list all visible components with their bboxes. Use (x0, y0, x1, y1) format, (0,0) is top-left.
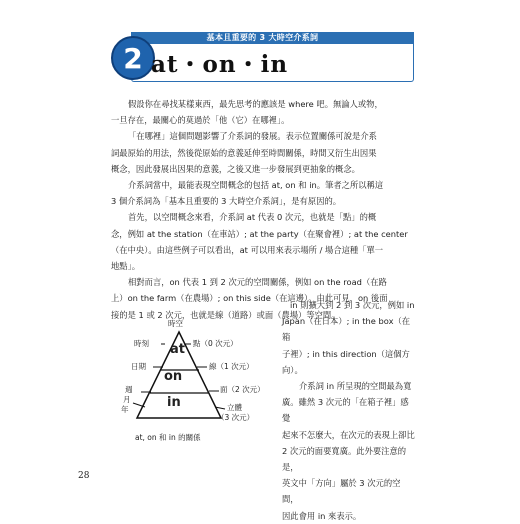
word-on: on (164, 369, 183, 384)
side-text (282, 297, 415, 524)
left-label: 月 (123, 395, 131, 404)
text-line: 詞最原始的用法，然後從原始的意義延伸至時間關係，時間又衍生出因果 (111, 147, 377, 158)
diagram-top-label: 時空 (168, 319, 183, 328)
text-line: Japan（在日本）; in the box（在箱 (282, 316, 411, 343)
paragraph-4 (111, 209, 415, 225)
text-line: 起來不怎麼大，在次元的表現上卻比 (282, 429, 415, 440)
text-line: 一旦存在，最關心的莫過於「他（它）在哪裡」。 (111, 115, 290, 126)
section-header (111, 32, 414, 87)
text-line: in 則擴大到 2 到 3 次元，例如 in (290, 300, 415, 310)
text-line: 概念，因此發展出因果的意義，之後又進一步發展到更抽象的概念。 (111, 163, 360, 174)
text-line: 地點」。 (111, 261, 141, 272)
left-label: 週 (125, 385, 133, 394)
paragraph-1 (111, 96, 415, 112)
page-number: 28 (78, 471, 90, 481)
right-label: 點（0 次元） (193, 339, 238, 348)
paragraph-5 (111, 274, 415, 290)
text-line: 介系詞 in 所呈現的空間最為寬 (299, 381, 412, 392)
at-on-in-diagram (121, 318, 271, 436)
left-label: 日期 (131, 362, 146, 371)
diagram-caption: at, on 和 in 的關係 (135, 433, 201, 442)
text-line: 接的是 1 或 2 次元，也就是線（道路）或面（農場）等空間。 (111, 309, 340, 320)
left-label: 年 (121, 405, 129, 414)
left-label: 時刻 (134, 339, 149, 348)
right-label: （3 次元） (217, 413, 255, 422)
text-line: 2 次元的面要寬廣。此外要注意的是， (282, 445, 407, 473)
text-line: 「在哪裡」這個問題影響了介系詞的發展。表示位置關係可說是介系 (128, 131, 377, 142)
text-line: 念，例如 at the station（在車站）; at the party（在聚會裡）; at the center (111, 228, 408, 239)
text-line: 3 個介系詞為「基本且重要的 3 大時空介系詞」，是有原因的。 (111, 196, 342, 207)
text-line: 相對而言，on 代表 1 到 2 次元的空間關係，例如 on the road（在路 (128, 277, 387, 288)
right-label: 面（2 次元） (220, 385, 265, 394)
text-line: 因此會用 in 來表示。 (282, 510, 362, 521)
text-line: 介系詞當中，最能表現空間概念的包括 at, on 和 in。筆者之所以稱這 (128, 180, 384, 191)
body-text (111, 96, 415, 323)
word-at: at (170, 342, 185, 357)
text-line: 假設你在尋找某樣東西，最先思考的應該是 where 吧。無論人或物， (128, 99, 383, 109)
paragraph-2 (111, 128, 415, 144)
text-line: 子裡）; in this direction（這個方向）。 (282, 348, 410, 375)
right-label: 線（1 次元） (209, 362, 254, 371)
text-line: 廣。雖然 3 次元的「在箱子裡」感覺 (282, 397, 409, 424)
paragraph-3 (111, 177, 415, 193)
section-number-badge: 2 (111, 36, 155, 80)
right-label: 立體 (227, 403, 242, 412)
text-line: 英文中「方向」屬於 3 次元的空間， (282, 478, 401, 505)
word-in: in (167, 395, 181, 410)
section-title: at・on・in (151, 51, 289, 78)
section-subtitle: 基本且重要的 3 大時空介系詞 (206, 33, 319, 42)
text-line: 首先，以空間概念來看，介系詞 at 代表 0 次元，也就是「點」的概 (128, 212, 377, 223)
text-line: （在中央）。由這些例子可以看出，at 可以用來表示場所 / 場合這種「單一 (111, 244, 384, 255)
text-line: 上）on the farm（在農場）; on this side（在這邊）。由此可見，on 後面 (111, 293, 388, 304)
